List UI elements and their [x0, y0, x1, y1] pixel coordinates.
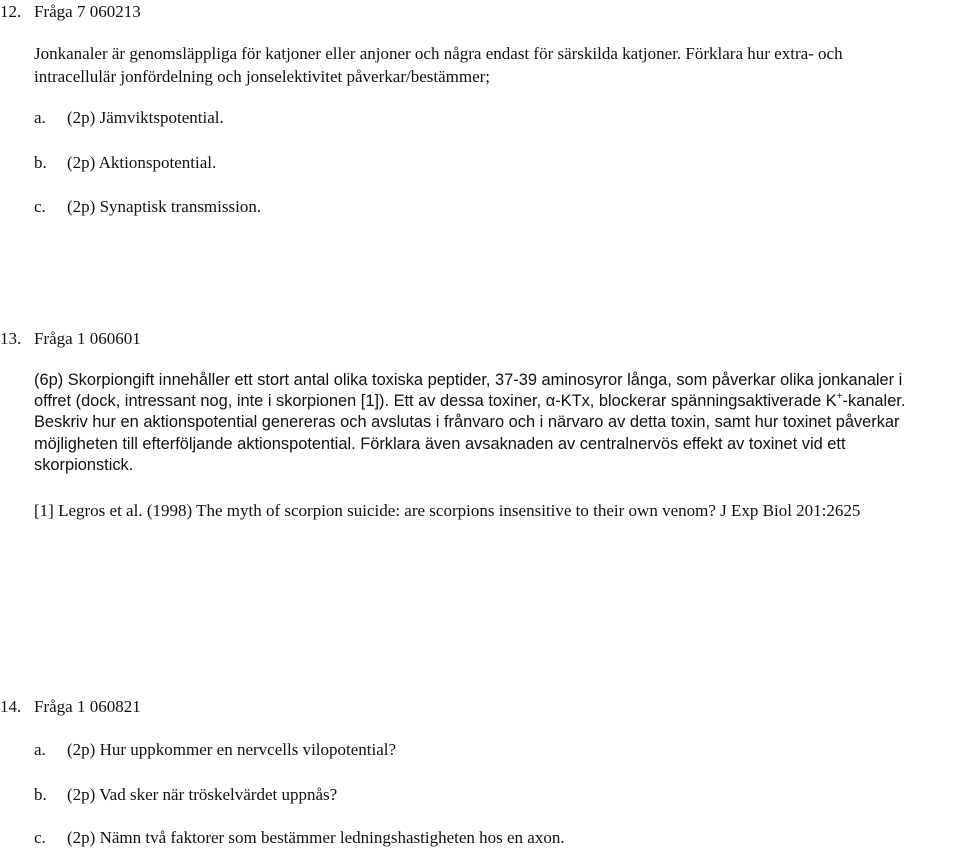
question-number: 13. [0, 329, 22, 348]
item-letter: c. [34, 197, 46, 216]
paragraph-line-1: (6p) Skorpiongift innehåller ett stort antal olika toxiska peptider, 37-39 aminosyror långa, som påverkar olika jonkanaler i [34, 371, 903, 389]
item-text: (2p) Synaptisk transmission. [67, 197, 262, 216]
question-12-intro-line-1: Jonkanaler är genomsläppliga för katjoner eller anjoner och några endast för särskilda katjoner. Förklara hur extra- och [34, 44, 843, 63]
paragraph-line-2-end: -kanaler. [842, 392, 906, 411]
question-title: Fråga 1 060601 [34, 329, 141, 348]
item-letter: a. [34, 108, 46, 127]
paragraph-line-3: Beskriv hur en aktionspotential genereras och avslutas i frånvaro och i närvaro av detta toxin, samt hur toxinet påverkar [34, 413, 900, 432]
question-13-paragraph [34, 370, 958, 476]
paragraph-line-5: skorpionstick. [34, 455, 134, 474]
question-13-reference: [1] Legros et al. (1998) The myth of scorpion suicide: are scorpions insensitive to their own venom? J Exp Biol 201:2625 [34, 501, 861, 520]
item-letter: b. [34, 153, 47, 172]
question-title: Fråga 7 060213 [34, 2, 141, 21]
paragraph-line-4: möjligheten till efterföljande aktionspotential. Förklara även avsaknaden av centralnervös effekt av toxinet vid ett [34, 434, 846, 453]
item-text: (2p) Nämn två faktorer som bestämmer ledningshastigheten hos en axon. [67, 828, 565, 847]
paragraph-line-2-text: offret (dock, intressant nog, inte i skorpionen [1]). Ett av dessa toxiner, α-KTx, blockerar spänningsaktiverade K [34, 392, 837, 411]
question-number: 14. [0, 697, 22, 716]
item-text: (2p) Aktionspotential. [67, 153, 217, 172]
item-text: (2p) Jämviktspotential. [67, 108, 224, 127]
question-title: Fråga 1 060821 [34, 697, 141, 716]
paragraph-line-2 [34, 391, 958, 412]
question-12-intro-line-2: intracellulär jonfördelning och jonselektivitet påverkar/bestämmer; [34, 67, 491, 86]
item-letter: a. [34, 740, 46, 759]
question-number: 12. [0, 2, 22, 21]
potassium-superscript: + [836, 391, 843, 403]
item-text: (2p) Vad sker när tröskelvärdet uppnås? [67, 785, 338, 804]
item-letter: c. [34, 828, 46, 847]
item-text: (2p) Hur uppkommer en nervcells vilopotential? [67, 740, 397, 759]
item-letter: b. [34, 785, 47, 804]
